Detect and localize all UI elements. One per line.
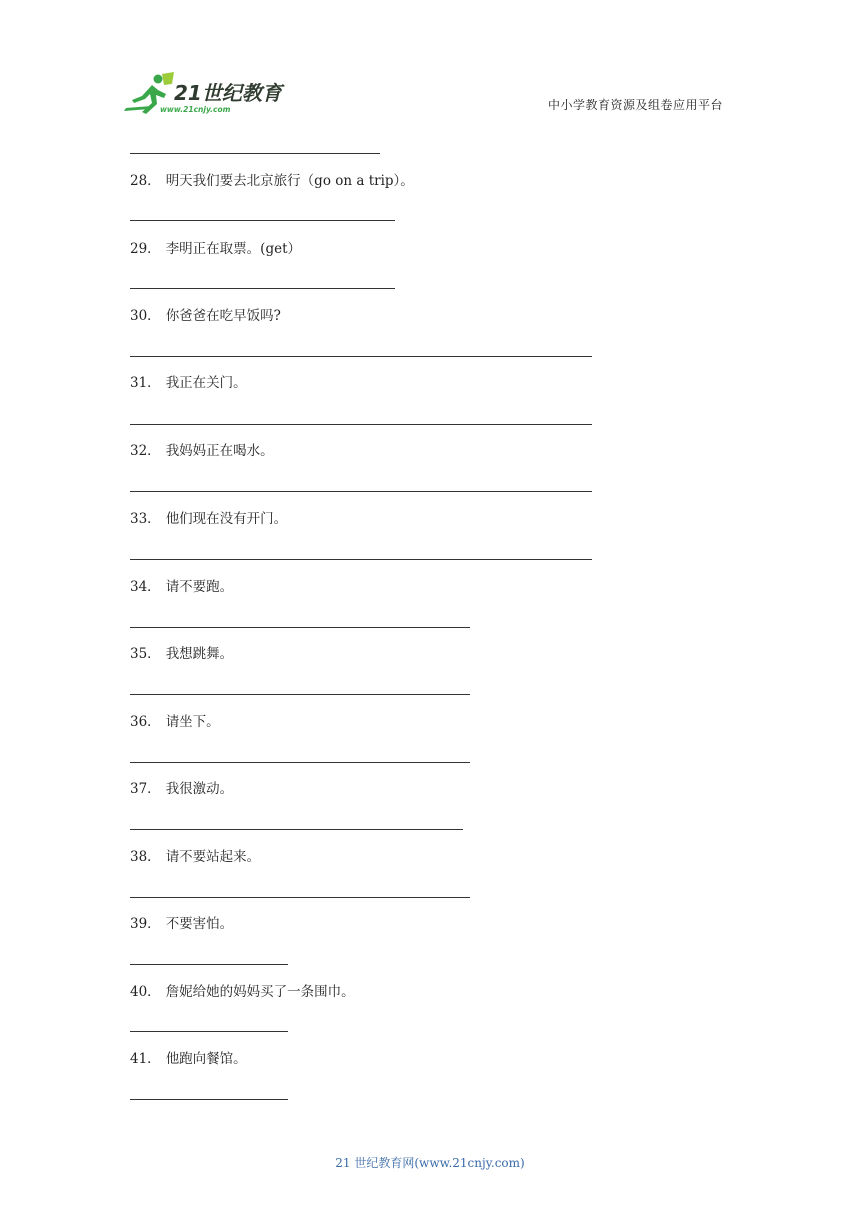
answer-line-33[interactable] [130,559,592,560]
question-text: 请坐下。 [165,714,220,730]
question-37 [130,780,233,798]
question-text: 你爸爸在吃早饭吗? [165,308,281,324]
question-number: 37． [130,781,161,797]
answer-line-38[interactable] [130,897,470,898]
question-number: 33． [130,511,161,527]
question-text: 明天我们要去北京旅行（go on a trip）。 [165,173,414,189]
question-35 [130,645,233,663]
answer-line-34[interactable] [130,627,470,628]
question-38 [130,848,260,866]
question-number: 28． [130,173,161,189]
question-41 [130,1050,247,1068]
question-39 [130,915,233,933]
answer-line-27 [130,153,380,154]
question-34 [130,578,233,596]
question-text: 我正在关门。 [165,375,247,391]
question-number: 34． [130,579,161,595]
question-33 [130,510,287,528]
question-text: 詹妮给她的妈妈买了一条围巾。 [165,984,355,1000]
answer-line-30[interactable] [130,356,592,357]
brand-logo [122,70,292,118]
question-number: 41． [130,1051,161,1067]
question-number: 31． [130,375,161,391]
question-36 [130,713,220,731]
answer-line-40[interactable] [130,1031,288,1032]
question-text: 我很激动。 [165,781,234,797]
question-number: 35． [130,646,161,662]
answer-line-32[interactable] [130,491,592,492]
answer-line-41[interactable] [130,1099,288,1100]
answer-line-35[interactable] [130,694,470,695]
question-text: 李明正在取票。(get） [165,241,302,257]
question-30 [130,307,281,325]
platform-name: 中小学教育资源及组卷应用平台 [548,98,724,112]
question-number: 39． [130,916,161,932]
question-text: 他跑向餐馆。 [165,1051,247,1067]
answer-line-39[interactable] [130,964,288,965]
question-number: 40． [130,984,161,1000]
answer-line-31[interactable] [130,424,592,425]
question-40 [130,983,355,1001]
answer-line-29[interactable] [130,288,395,289]
question-text: 我妈妈正在喝水。 [165,443,274,459]
question-text: 不要害怕。 [165,916,234,932]
question-number: 29． [130,241,161,257]
question-text: 请不要站起来。 [165,849,261,865]
runner-logo-icon [122,70,292,118]
question-28 [130,172,414,190]
question-31 [130,374,247,392]
question-text: 他们现在没有开门。 [165,511,288,527]
answer-line-28[interactable] [130,220,395,221]
answer-line-37[interactable] [130,829,463,830]
question-29 [130,240,301,258]
question-number: 32． [130,443,161,459]
question-text: 请不要跑。 [165,579,234,595]
answer-line-36[interactable] [130,762,470,763]
question-number: 38． [130,849,161,865]
page-footer[interactable]: 21 世纪教育网(www.21cnjy.com) [335,1156,525,1170]
page-header [0,0,860,130]
question-text: 我想跳舞。 [165,646,234,662]
svg-text:21世纪教育: 21世纪教育 [174,81,282,105]
question-32 [130,442,274,460]
question-number: 30． [130,308,161,324]
svg-text:www.21cnjy.com: www.21cnjy.com [160,105,231,114]
question-number: 36． [130,714,161,730]
